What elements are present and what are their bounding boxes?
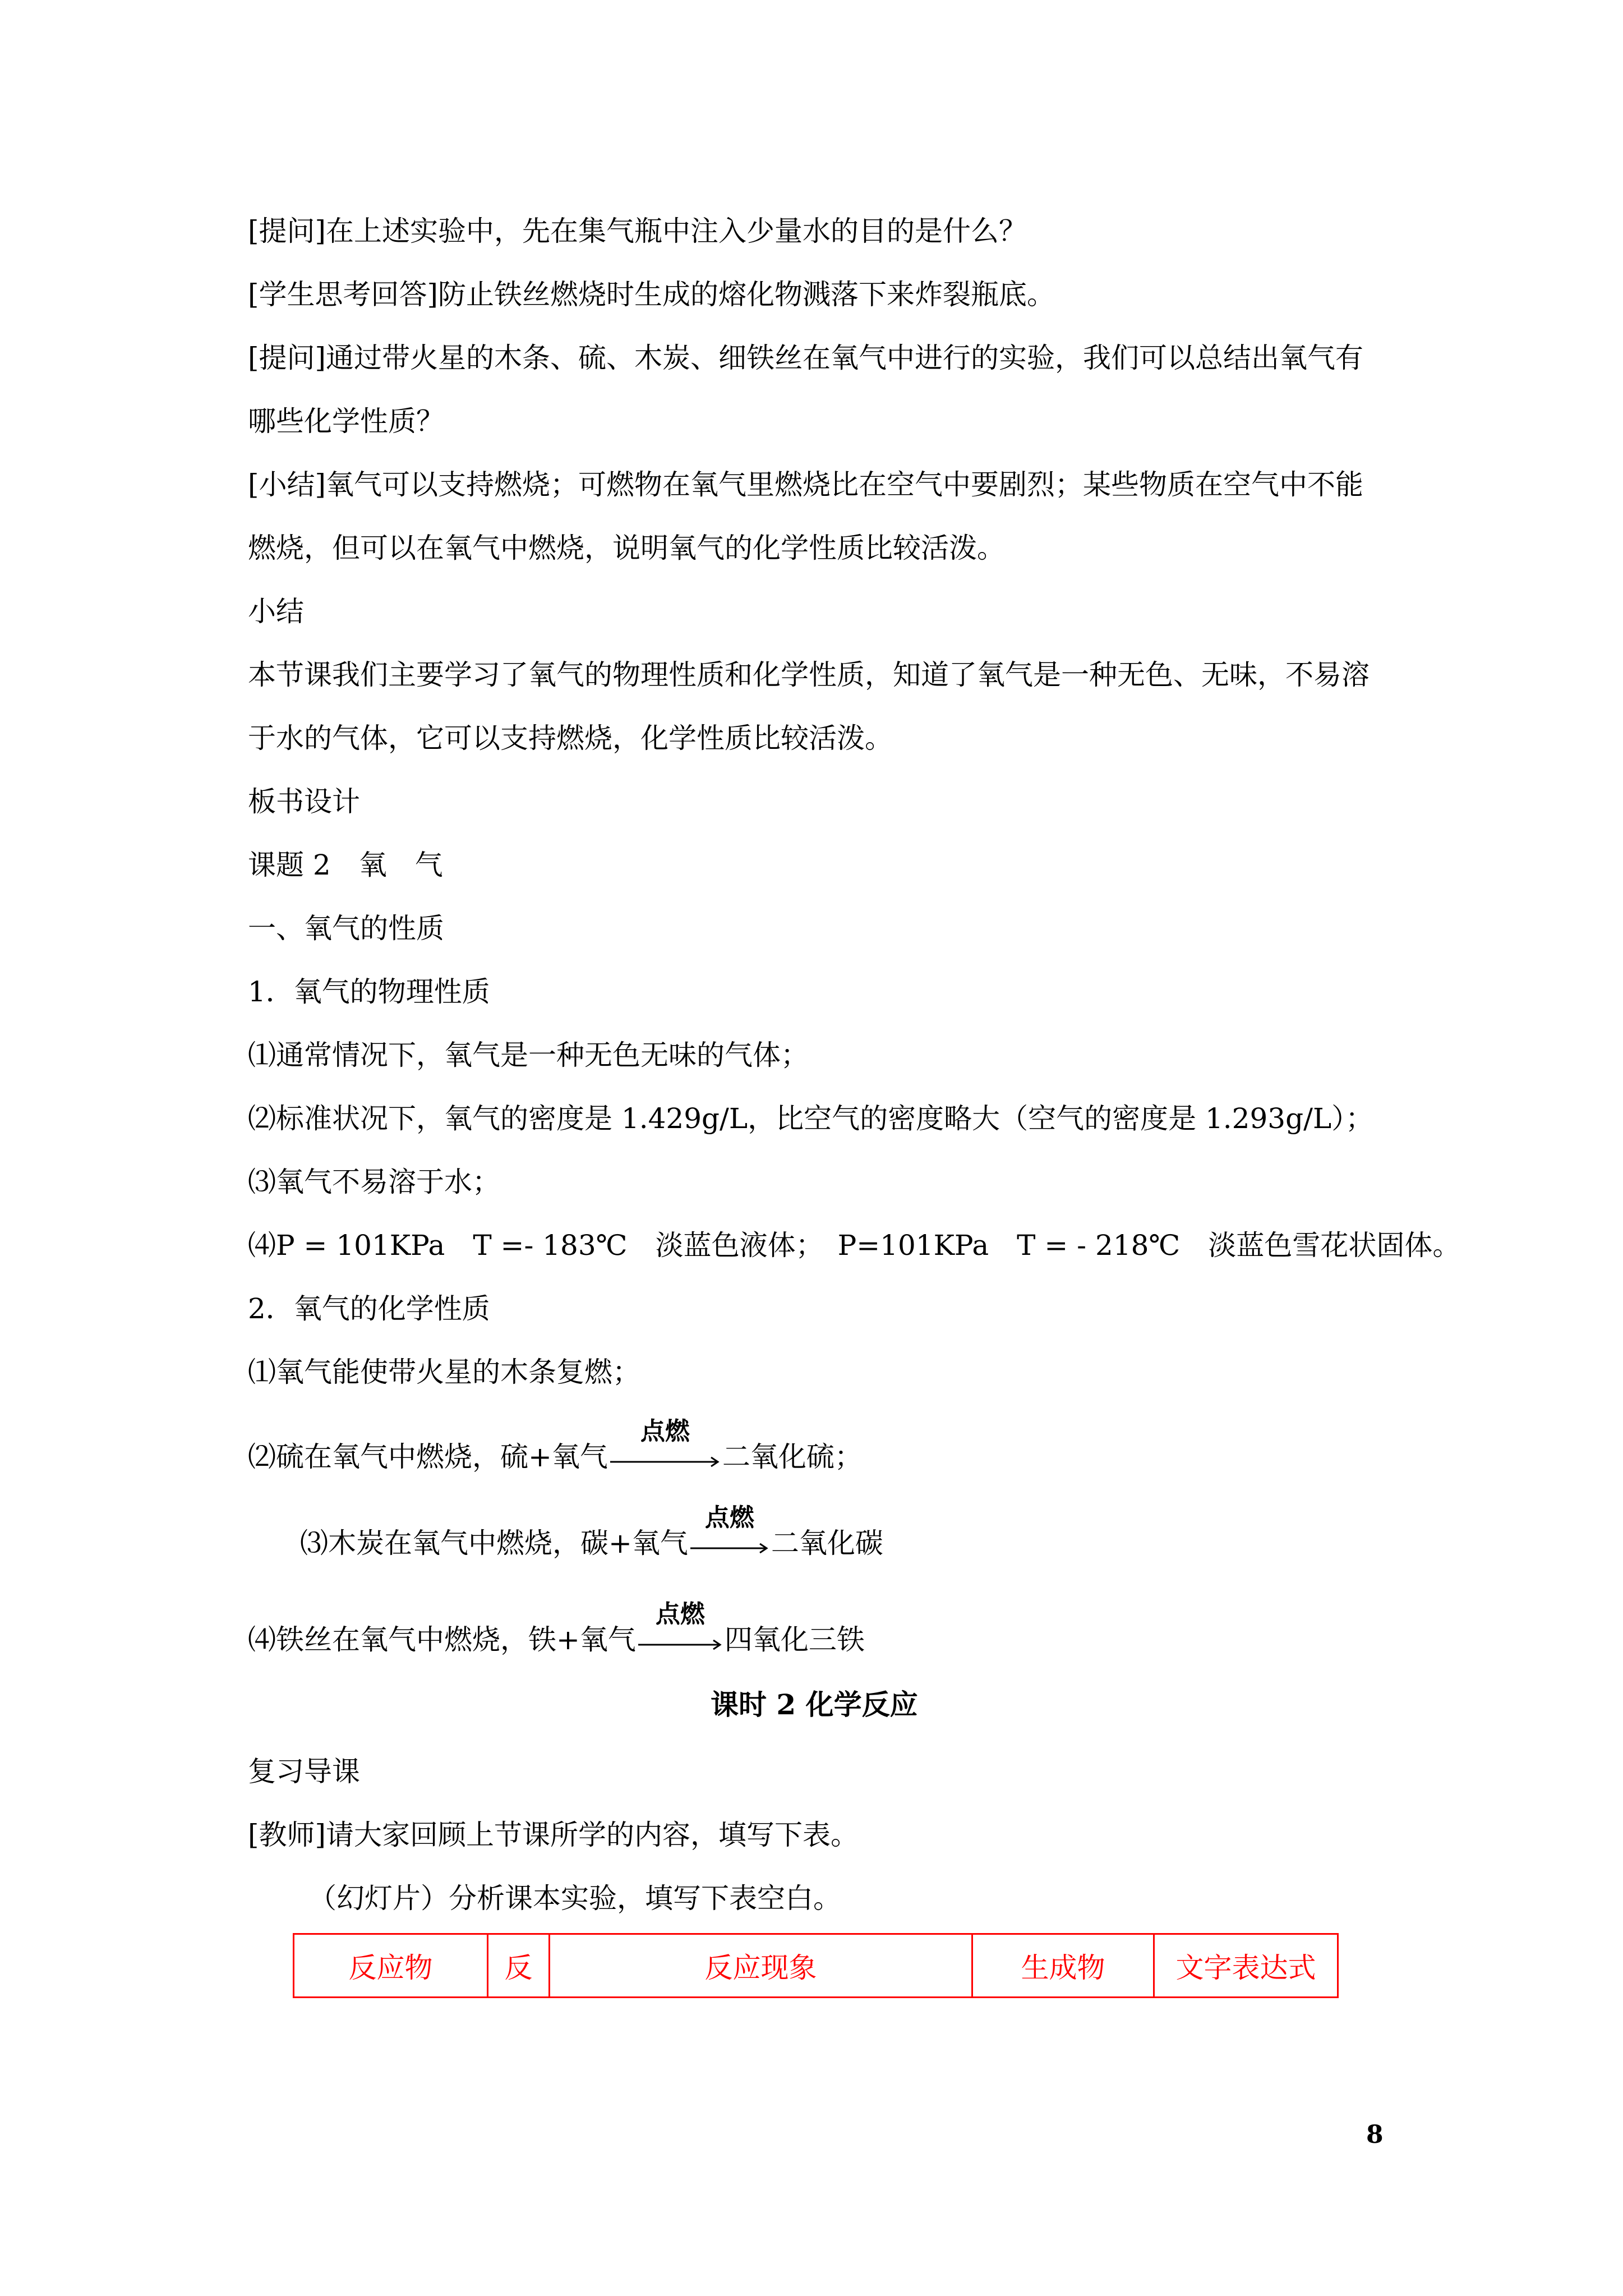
list-item: ⑶氧气不易溶于水； (248, 1166, 500, 1198)
table-header-row (294, 1934, 1338, 1998)
list-item: ⑴通常情况下，氧气是一种无色无味的气体； (248, 1039, 809, 1071)
reaction-equation (300, 1503, 883, 1559)
list-item: ⑷P = 101KPa T =- 183℃ 淡蓝色液体； P=101KPa T = - 218℃ 淡蓝色雪花状固体。 (248, 1229, 1461, 1262)
reaction-reactants: ⑶木炭在氧气中燃烧，碳+氧气 (300, 1527, 688, 1559)
heading-summary: 小结 (248, 595, 304, 628)
summary-line-cont: 燃烧，但可以在氧气中燃烧，说明氧气的化学性质比较活泼。 (248, 532, 1005, 564)
reaction-arrow-icon (690, 1503, 769, 1557)
reaction-product: 二氧化碳 (771, 1527, 883, 1559)
table-header-cell: 反应现象 (550, 1934, 972, 1998)
reaction-reactants: ⑷铁丝在氧气中燃烧，铁+氧气 (248, 1623, 636, 1656)
student-answer-line: [学生思考回答]防止铁丝燃烧时生成的熔化物溅落下来炸裂瓶底。 (248, 278, 1055, 311)
page-number: 8 (1366, 2120, 1384, 2149)
reaction-table (293, 1933, 1339, 1998)
table-header-cell: 反应物 (294, 1934, 488, 1998)
teacher-line: [教师]请大家回顾上节课所学的内容，填写下表。 (248, 1819, 859, 1851)
reaction-arrow-icon (610, 1417, 720, 1471)
reaction-product: 二氧化硫； (722, 1441, 863, 1473)
reaction-condition: 点燃 (655, 1600, 705, 1628)
reaction-equation (248, 1600, 865, 1656)
heading-review: 复习导课 (248, 1755, 360, 1788)
section-title: 课时 2 化学反应 (711, 1688, 918, 1721)
table-header-cell: 文字表达式 (1154, 1934, 1338, 1998)
slide-instruction: （幻灯片）分析课本实验，填写下表空白。 (308, 1882, 841, 1915)
reaction-condition: 点燃 (640, 1417, 690, 1446)
question-line-cont: 哪些化学性质？ (248, 405, 444, 438)
reaction-equation (248, 1417, 863, 1473)
reaction-arrow-icon (638, 1600, 722, 1654)
summary-paragraph-cont: 于水的气体，它可以支持燃烧，化学性质比较活泼。 (248, 722, 893, 754)
question-line: [提问]通过带火星的木条、硫、木炭、细铁丝在氧气中进行的实验，我们可以总结出氧气有 (248, 342, 1364, 374)
reaction-condition: 点燃 (704, 1503, 754, 1532)
subsection-heading: 2．氧气的化学性质 (248, 1292, 490, 1325)
reaction-product: 四氧化三铁 (724, 1623, 865, 1656)
table-header-cell: 反 (488, 1934, 550, 1998)
topic-title: 课题 2 氧 气 (248, 849, 443, 881)
table-header-cell: 生成物 (972, 1934, 1154, 1998)
reaction-reactants: ⑵硫在氧气中燃烧，硫+氧气 (248, 1441, 608, 1473)
heading-board-design: 板书设计 (248, 785, 360, 818)
section-heading: 一、氧气的性质 (248, 912, 444, 945)
question-line: [提问]在上述实验中，先在集气瓶中注入少量水的目的是什么？ (248, 215, 1027, 247)
summary-line: [小结]氧气可以支持燃烧；可燃物在氧气里燃烧比在空气中要剧烈；某些物质在空气中不能 (248, 468, 1364, 501)
list-item: ⑵标准状况下，氧气的密度是 1.429g/L，比空气的密度略大（空气的密度是 1.293g/L）； (248, 1102, 1374, 1135)
list-item: ⑴氧气能使带火星的木条复燃； (248, 1356, 640, 1388)
subsection-heading: 1．氧气的物理性质 (248, 976, 490, 1008)
summary-paragraph: 本节课我们主要学习了氧气的物理性质和化学性质，知道了氧气是一种无色、无味，不易溶 (248, 659, 1370, 691)
